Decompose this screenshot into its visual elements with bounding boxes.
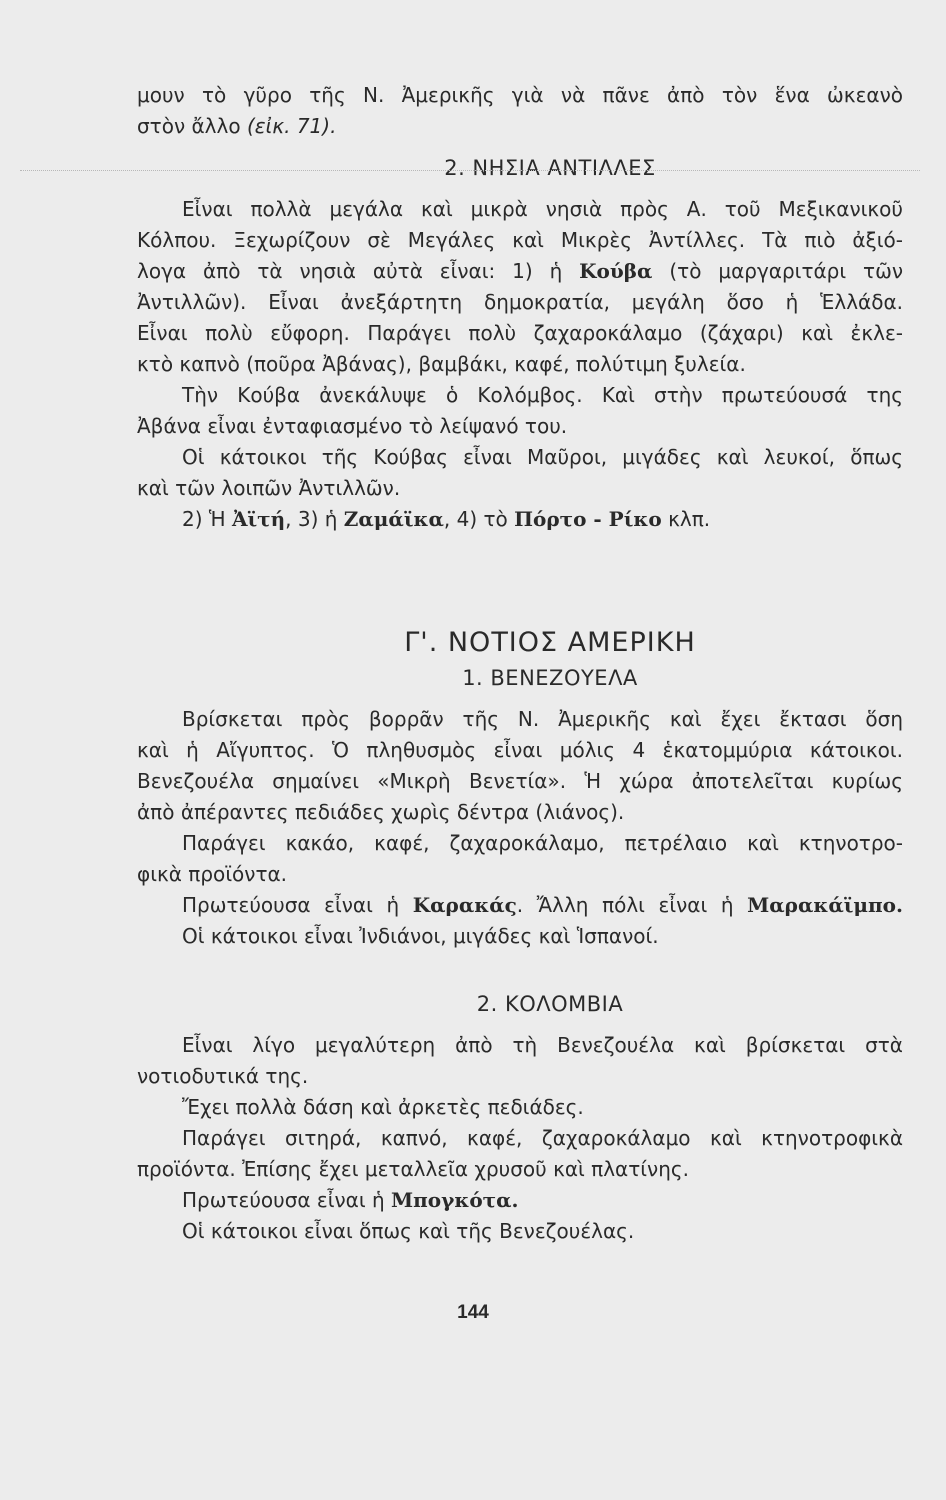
venezuela-line-1: Βρίσκεται πρὸς βορρᾶν τῆς Ν. Ἀμερικῆς καὶ ἔχει ἔκτασι ὅση [182, 707, 903, 731]
colombia-line-1: Εἶναι λίγο μεγαλύτερη ἀπὸ τὴ Βενεζουέλα καὶ βρίσκεται στὰ [182, 1033, 903, 1057]
venezuela-line-7: Πρωτεύουσα εἶναι ἡ Καρακάς. Ἄλλη πόλι εἶναι ἡ Μαρακάϊμπο. [182, 893, 903, 917]
chapter-heading-south-america: Γ'. ΝΟΤΙΟΣ ΑΜΕΡΙΚΗ [404, 627, 696, 658]
colombia-line-5: προϊόντα. Ἐπίσης ἔχει μεταλλεῖα χρυσοῦ καὶ πλατίνης. [137, 1157, 689, 1181]
venezuela-line-6: φικὰ προϊόντα. [137, 862, 288, 886]
venezuela-line-8: Οἱ κάτοικοι εἶναι Ἰνδιάνοι, μιγάδες καὶ Ἱσπανοί. [182, 924, 659, 948]
colombia-line-3: Ἔχει πολλὰ δάση καὶ ἀρκετὲς πεδιάδες. [182, 1095, 584, 1119]
antilles-line-8: Ἀβάνα εἶναι ἐνταφιασμένο τὸ λείψανό του. [137, 414, 568, 438]
section-heading-venezuela: 1. ΒΕΝΕΖΟΥΕΛΑ [462, 666, 638, 690]
venezuela-line-3: Βενεζουέλα σημαίνει «Μικρὴ Βενετία». Ἡ χώρα ἀποτελεῖται κυρίως [137, 769, 903, 793]
antilles-line-5: Εἶναι πολὺ εὔφορη. Παράγει πολὺ ζαχαροκάλαμο (ζάχαρι) καὶ ἐκλε- [137, 321, 903, 345]
antilles-line-3: λογα ἀπὸ τὰ νησιὰ αὐτὰ εἶναι: 1) ἡ Κούβα (τὸ μαργαριτάρι τῶν [137, 259, 904, 283]
section-heading-colombia: 2. ΚΟΛΟΜΒΙΑ [476, 992, 624, 1016]
colombia-line-7: Οἱ κάτοικοι εἶναι ὅπως καὶ τῆς Βενεζουέλας. [182, 1219, 635, 1243]
colombia-line-4: Παράγει σιτηρά, καπνό, καφέ, ζαχαροκάλαμο καὶ κτηνοτροφικὰ [182, 1126, 903, 1150]
figure-reference: (εἰκ. 71). [246, 114, 337, 138]
intro-line-1: μουν τὸ γῦρο τῆς Ν. Ἀμερικῆς γιὰ νὰ πᾶνε ἀπὸ τὸν ἕνα ὠκεανὸ [137, 83, 903, 107]
antilles-line-4: Ἀντιλλῶν). Εἶναι ἀνεξάρτητη δημοκρατία, μεγάλη ὅσο ἡ Ἑλλάδα. [137, 290, 903, 314]
venezuela-line-2: καὶ ἡ Αἴγυπτος. Ὁ πληθυσμὸς εἶναι μόλις 4 ἑκατομμύρια κάτοικοι. [137, 738, 903, 762]
antilles-line-11: 2) Ἡ Ἀϊτή, 3) ἡ Ζαμάϊκα, 4) τὸ Πόρτο - Ρίκο κλπ. [182, 507, 711, 531]
antilles-line-1: Εἶναι πολλὰ μεγάλα καὶ μικρὰ νησιὰ πρὸς Α. τοῦ Μεξικανικοῦ [182, 197, 903, 221]
page-text [137, 80, 903, 1247]
antilles-line-9: Οἱ κάτοικοι τῆς Κούβας εἶναι Μαῦροι, μιγάδες καὶ λευκοί, ὅπως [182, 445, 903, 469]
intro-line-2: στὸν ἄλλο (εἰκ. 71). [137, 114, 337, 138]
venezuela-line-4: ἀπὸ ἀπέραντες πεδιάδες χωρὶς δέντρα (λιάνος). [137, 800, 625, 824]
section-heading-antilles: 2. ΝΗΣΙΑ ΑΝΤΙΛΛΕΣ [444, 156, 656, 180]
antilles-line-7: Τὴν Κούβα ἀνεκάλυψε ὁ Κολόμβος. Καὶ στὴν πρωτεύουσά της [182, 383, 903, 407]
venezuela-line-5: Παράγει κακάο, καφέ, ζαχαροκάλαμο, πετρέλαιο καὶ κτηνοτρο- [182, 831, 903, 855]
colombia-line-6: Πρωτεύουσα εἶναι ἡ Μπογκότα. [182, 1188, 519, 1212]
antilles-line-2: Κόλπου. Ξεχωρίζουν σὲ Μεγάλες καὶ Μικρὲς Ἀντίλλες. Τὰ πιὸ ἀξιό- [137, 228, 903, 252]
antilles-line-6: κτὸ καπνὸ (ποῦρα Ἀβάνας), βαμβάκι, καφέ, πολύτιμη ξυλεία. [137, 352, 746, 376]
antilles-line-10: καὶ τῶν λοιπῶν Ἀντιλλῶν. [137, 476, 401, 500]
colombia-line-2: νοτιοδυτικά της. [137, 1064, 309, 1088]
page-number: 144 [457, 1302, 489, 1323]
scan-artifact-line [20, 170, 920, 171]
